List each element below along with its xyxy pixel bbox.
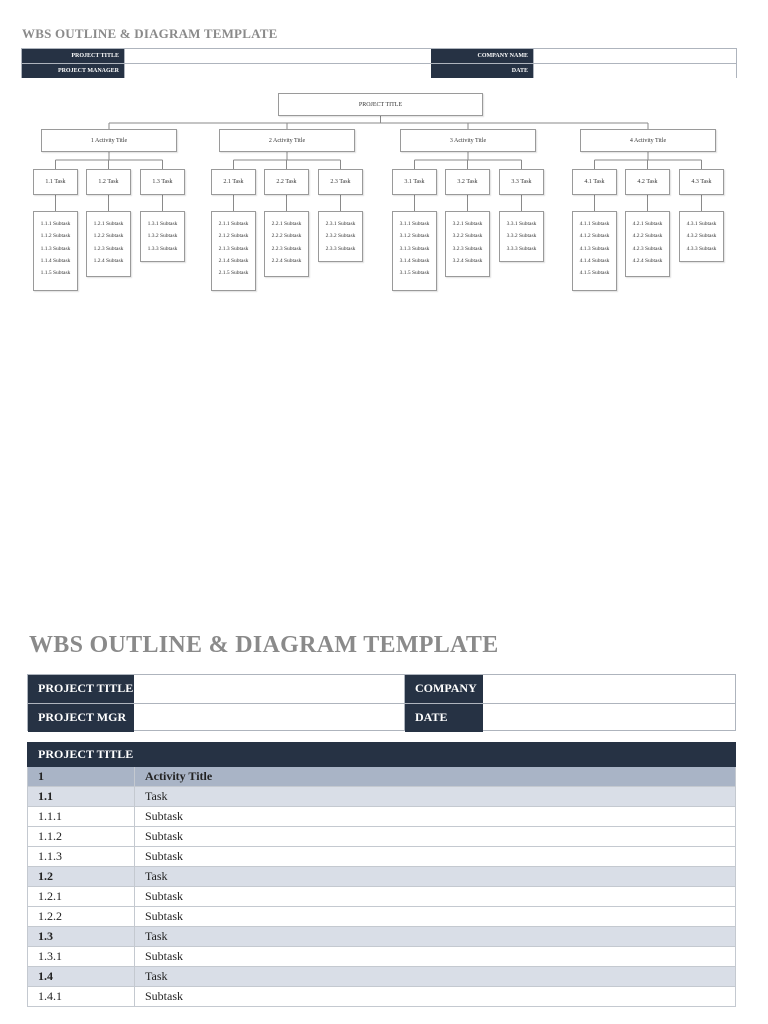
- subtask-label: 4.2.3 Subtask: [632, 245, 663, 252]
- subtask-row: [28, 887, 736, 907]
- subtask-label: 2.1.1 Subtask: [218, 221, 249, 227]
- wbs-number-cell[interactable]: 1.1: [28, 787, 135, 807]
- project-mgr-label-large: PROJECT MGR: [28, 704, 134, 732]
- subtask-row: [28, 807, 736, 827]
- wbs-number-cell[interactable]: 1.1.2: [28, 827, 135, 847]
- company-name-label: COMPANY NAME: [431, 49, 533, 63]
- subtask-label: 4.2.2 Subtask: [632, 233, 663, 240]
- task-box: 3.3 Task: [499, 169, 544, 195]
- wbs-number-cell[interactable]: 1.1.1: [28, 807, 135, 827]
- outline-header-row: [28, 743, 736, 767]
- subtask-box: [211, 211, 256, 291]
- project-title-field-large[interactable]: [134, 675, 404, 703]
- wbs-description-cell[interactable]: Subtask: [135, 907, 736, 927]
- wbs-description-cell[interactable]: Subtask: [135, 827, 736, 847]
- subtask-label: 2.2.1 Subtask: [271, 221, 302, 227]
- outline-info-header: [27, 674, 736, 731]
- wbs-number-cell[interactable]: 1.2.2: [28, 907, 135, 927]
- wbs-description-cell[interactable]: Subtask: [135, 807, 736, 827]
- date-field-large[interactable]: [483, 704, 735, 732]
- company-field-large[interactable]: [483, 675, 735, 703]
- subtask-label: 3.1.2 Subtask: [399, 233, 430, 240]
- task-box: 1.3 Task: [140, 169, 185, 195]
- subtask-label: 3.3.3 Subtask: [506, 245, 537, 252]
- subtask-label: 4.3.1 Subtask: [686, 221, 717, 227]
- company-label-large: COMPANY: [405, 675, 483, 703]
- subtask-label: 2.3.2 Subtask: [325, 233, 356, 240]
- subtask-label: 3.2.3 Subtask: [452, 245, 483, 252]
- subtask-label: 1.2.4 Subtask: [93, 257, 124, 264]
- wbs-number-cell[interactable]: 1.2: [28, 867, 135, 887]
- subtask-label: 4.1.4 Subtask: [579, 257, 610, 264]
- subtask-label: 2.1.5 Subtask: [218, 270, 249, 277]
- subtask-row: [28, 827, 736, 847]
- task-box: 2.1 Task: [211, 169, 256, 195]
- subtask-label: 2.3.3 Subtask: [325, 245, 356, 252]
- activity-box: 3 Activity Title: [400, 129, 536, 152]
- subtask-label: 3.3.1 Subtask: [506, 221, 537, 227]
- subtask-label: 4.2.1 Subtask: [632, 221, 663, 227]
- subtask-label: 1.3.1 Subtask: [147, 221, 178, 227]
- subtask-label: 1.2.3 Subtask: [93, 245, 124, 252]
- subtask-box: [625, 211, 670, 277]
- wbs-description-cell[interactable]: Activity Title: [135, 767, 736, 787]
- date-label: DATE: [431, 64, 533, 78]
- subtask-box: [318, 211, 363, 262]
- subtask-box: [679, 211, 724, 262]
- subtask-label: 1.1.5 Subtask: [40, 270, 71, 277]
- task-box: 3.1 Task: [392, 169, 437, 195]
- outline-page-title: WBS OUTLINE & DIAGRAM TEMPLATE: [29, 632, 499, 658]
- subtask-label: 3.1.4 Subtask: [399, 257, 430, 264]
- wbs-description-cell[interactable]: Task: [135, 787, 736, 807]
- wbs-diagram: [0, 0, 768, 300]
- subtask-box: [445, 211, 490, 277]
- subtask-label: 2.1.2 Subtask: [218, 233, 249, 240]
- subtask-label: 4.1.1 Subtask: [579, 221, 610, 227]
- activity-box: 2 Activity Title: [219, 129, 355, 152]
- wbs-description-cell[interactable]: Subtask: [135, 987, 736, 1007]
- project-title-label-large: PROJECT TITLE: [28, 675, 134, 703]
- subtask-label: 1.1.3 Subtask: [40, 245, 71, 252]
- subtask-label: 2.1.4 Subtask: [218, 257, 249, 264]
- wbs-outline-table: [27, 742, 736, 1007]
- task-box: 2.2 Task: [264, 169, 309, 195]
- subtask-label: 2.2.4 Subtask: [271, 257, 302, 264]
- subtask-label: 4.3.2 Subtask: [686, 233, 717, 240]
- activity-box: 4 Activity Title: [580, 129, 716, 152]
- wbs-description-cell[interactable]: Subtask: [135, 947, 736, 967]
- wbs-description-cell[interactable]: Task: [135, 967, 736, 987]
- page-title: WBS OUTLINE & DIAGRAM TEMPLATE: [22, 26, 278, 41]
- task-box: 1.1 Task: [33, 169, 78, 195]
- subtask-label: 4.2.4 Subtask: [632, 257, 663, 264]
- subtask-label: 4.1.2 Subtask: [579, 233, 610, 240]
- subtask-label: 3.2.1 Subtask: [452, 221, 483, 227]
- subtask-label: 2.2.3 Subtask: [271, 245, 302, 252]
- project-mgr-field-large[interactable]: [134, 704, 404, 732]
- wbs-description-cell[interactable]: Task: [135, 867, 736, 887]
- task-box: 3.2 Task: [445, 169, 490, 195]
- subtask-label: 2.2.2 Subtask: [271, 233, 302, 240]
- date-label-large: DATE: [405, 704, 483, 732]
- subtask-label: 4.1.5 Subtask: [579, 270, 610, 277]
- subtask-label: 3.1.5 Subtask: [399, 270, 430, 277]
- subtask-box: [33, 211, 78, 291]
- project-title-label: PROJECT TITLE: [22, 49, 124, 63]
- subtask-label: 4.1.3 Subtask: [579, 245, 610, 252]
- subtask-label: 3.1.3 Subtask: [399, 245, 430, 252]
- subtask-box: [140, 211, 185, 262]
- wbs-description-cell[interactable]: Subtask: [135, 887, 736, 907]
- subtask-label: 3.2.4 Subtask: [452, 257, 483, 264]
- subtask-label: 1.2.2 Subtask: [93, 233, 124, 240]
- wbs-number-cell[interactable]: 1.4: [28, 967, 135, 987]
- task-row: [28, 967, 736, 987]
- subtask-label: 3.3.2 Subtask: [506, 233, 537, 240]
- task-box: 4.3 Task: [679, 169, 724, 195]
- wbs-number-cell[interactable]: 1.3.1: [28, 947, 135, 967]
- diagram-root-box: PROJECT TITLE: [278, 93, 483, 116]
- subtask-box: [264, 211, 309, 277]
- subtask-box: [86, 211, 131, 277]
- activity-row: [28, 767, 736, 787]
- subtask-row: [28, 987, 736, 1007]
- wbs-description-cell[interactable]: Subtask: [135, 847, 736, 867]
- wbs-description-cell[interactable]: Task: [135, 927, 736, 947]
- subtask-label: 1.1.1 Subtask: [40, 221, 71, 227]
- task-box: 2.3 Task: [318, 169, 363, 195]
- wbs-number-cell[interactable]: 1: [28, 767, 135, 787]
- subtask-label: 4.3.3 Subtask: [686, 245, 717, 252]
- wbs-number-cell[interactable]: 1.1.3: [28, 847, 135, 867]
- wbs-number-cell[interactable]: 1.2.1: [28, 887, 135, 907]
- subtask-label: 3.2.2 Subtask: [452, 233, 483, 240]
- task-row: [28, 927, 736, 947]
- subtask-row: [28, 907, 736, 927]
- wbs-number-cell[interactable]: 1.3: [28, 927, 135, 947]
- subtask-row: [28, 847, 736, 867]
- task-box: 4.1 Task: [572, 169, 617, 195]
- task-box: 1.2 Task: [86, 169, 131, 195]
- subtask-box: [499, 211, 544, 262]
- wbs-number-cell[interactable]: 1.4.1: [28, 987, 135, 1007]
- subtask-label: 3.1.1 Subtask: [399, 221, 430, 227]
- activity-box: 1 Activity Title: [41, 129, 177, 152]
- subtask-label: 1.3.2 Subtask: [147, 233, 178, 240]
- subtask-label: 2.1.3 Subtask: [218, 245, 249, 252]
- subtask-box: [392, 211, 437, 291]
- subtask-label: 2.3.1 Subtask: [325, 221, 356, 227]
- task-box: 4.2 Task: [625, 169, 670, 195]
- subtask-label: 1.3.3 Subtask: [147, 245, 178, 252]
- divider: [404, 675, 405, 730]
- subtask-label: 1.1.4 Subtask: [40, 257, 71, 264]
- project-manager-label: PROJECT MANAGER: [22, 64, 124, 78]
- subtask-box: [572, 211, 617, 291]
- subtask-label: 1.2.1 Subtask: [93, 221, 124, 227]
- outline-header-cell: PROJECT TITLE: [28, 743, 736, 767]
- subtask-label: 1.1.2 Subtask: [40, 233, 71, 240]
- task-row: [28, 787, 736, 807]
- task-row: [28, 867, 736, 887]
- subtask-row: [28, 947, 736, 967]
